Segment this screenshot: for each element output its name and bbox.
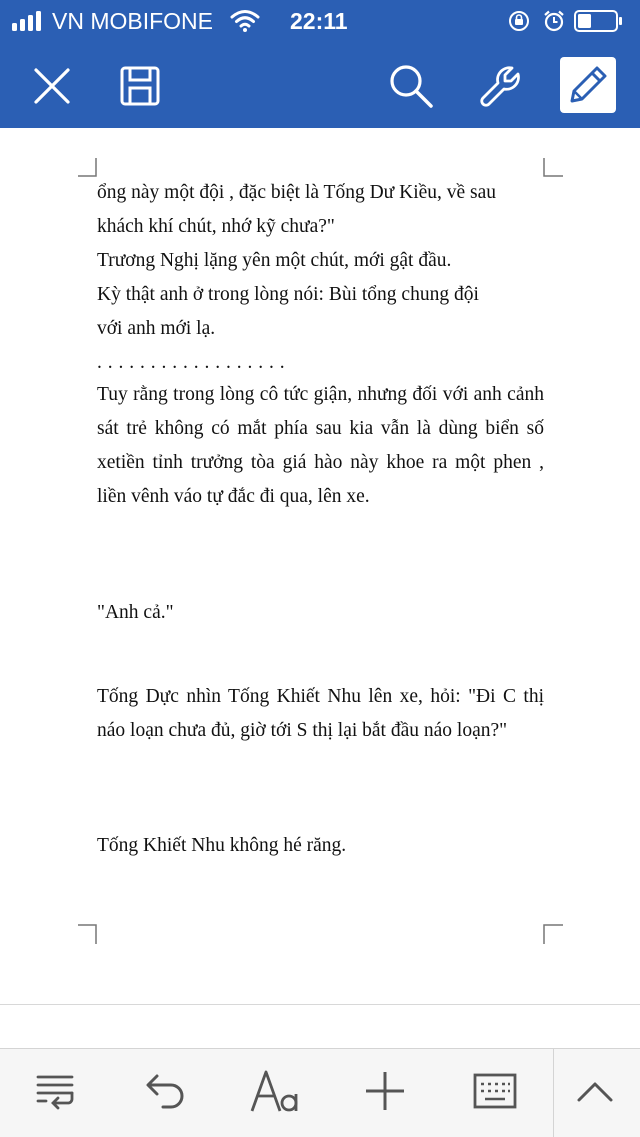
signal-bars-icon: [12, 10, 48, 36]
app-header: [0, 0, 640, 128]
battery-icon: [574, 9, 624, 35]
clock-time: 22:11: [290, 8, 348, 34]
document-line: Kỳ thật anh ở trong lòng nói: Bùi tổng chung đội: [97, 284, 479, 305]
document-paragraph: Tuy rằng trong lòng cô tức giận, nhưng đối với anh cảnh sát trẻ không có mắt phía sau kia vẫn là dùng biển số xetiền tỉnh trưởng tòa giá hào này khoe ra một phen , liền vênh váo tự đắc đi qua, lên xe.: [97, 384, 544, 507]
document-line: với anh mới lạ.: [97, 318, 216, 339]
close-button[interactable]: [24, 58, 80, 114]
font-format-icon: [249, 1068, 301, 1119]
document-line: ổng này một đội , đặc biệt là Tống Dư Kiều, về sau: [97, 182, 497, 203]
carrier-name: VN MOBIFONE: [52, 8, 214, 34]
document-line: Tống Khiết Nhu không hé răng.: [97, 835, 347, 856]
document-canvas[interactable]: [0, 128, 640, 1004]
edit-pencil-icon: [566, 63, 610, 107]
keyboard-button[interactable]: [465, 1065, 525, 1121]
document-line: Trương Nghị lặng yên một chút, mới gật đầu.: [97, 250, 452, 271]
undo-icon: [143, 1069, 187, 1118]
crop-mark-bottom-right: [543, 924, 563, 944]
text-wrap-icon: [34, 1070, 76, 1117]
orientation-lock-icon: [508, 10, 530, 36]
wrench-icon: [478, 64, 522, 108]
alarm-icon: [542, 9, 566, 35]
keyboard-icon: [473, 1071, 517, 1116]
insert-plus-icon: [364, 1070, 406, 1117]
search-icon: [388, 63, 434, 109]
insert-button[interactable]: [355, 1065, 415, 1121]
crop-mark-bottom-left: [78, 924, 98, 944]
document-line: khách khí chút, nhớ kỹ chưa?": [97, 216, 335, 237]
wifi-icon: [230, 9, 260, 35]
page-divider: [0, 1004, 640, 1005]
bottom-toolbar: [0, 1048, 640, 1137]
search-button[interactable]: [383, 58, 439, 114]
tools-button[interactable]: [472, 58, 528, 114]
text-wrap-button[interactable]: [25, 1065, 85, 1121]
save-icon: [119, 65, 161, 107]
crop-mark-top-right: [543, 158, 563, 178]
toolbar-separator: [553, 1049, 554, 1137]
collapse-toolbar-button[interactable]: [565, 1065, 625, 1121]
document-line: . . . . . . . . . . . . . . . . . .: [97, 352, 286, 373]
close-icon: [32, 66, 72, 106]
edit-button[interactable]: [560, 57, 616, 113]
chevron-up-icon: [576, 1079, 614, 1108]
document-paragraph: Tống Dực nhìn Tống Khiết Nhu lên xe, hỏi: "Đi C thị náo loạn chưa đủ, giờ tới S thị lại bắt đầu náo loạn?": [97, 686, 544, 741]
document-line: "Anh cả.": [97, 602, 174, 623]
undo-button[interactable]: [135, 1065, 195, 1121]
crop-mark-top-left: [78, 158, 98, 178]
font-format-button[interactable]: [245, 1065, 305, 1121]
save-button[interactable]: [112, 58, 168, 114]
